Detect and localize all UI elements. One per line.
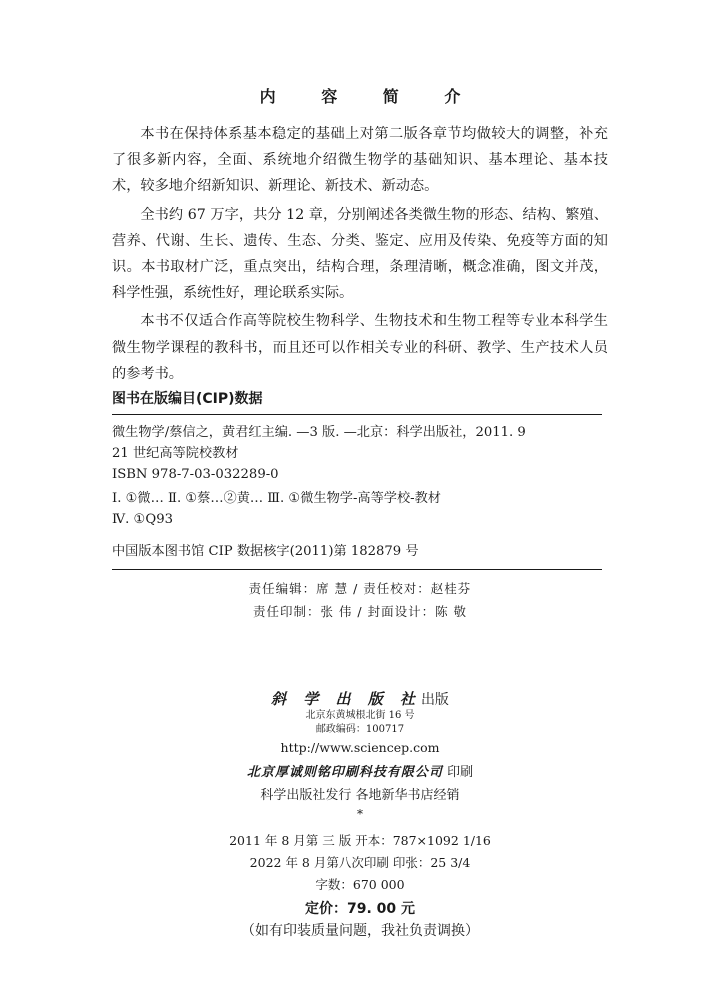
cip-classification-line: Ⅳ. ①Q93 [112, 512, 173, 527]
edition-info [0, 830, 720, 896]
intro-paragraph: 本书不仅适合作高等院校生物科学、生物技术和生物工程等专业本科学生微生物学课程的教科书，而且还可以作相关专业的科研、教学、生产技术人员的参考书。 [112, 313, 608, 382]
quality-notice: （如有印装质量问题，我社负责调换） [241, 923, 479, 939]
cip-heading: 图书在版编目(CIP)数据 [112, 391, 263, 407]
separator-star: * [357, 807, 363, 821]
publisher-postcode: 邮政编码：100717 [315, 724, 405, 735]
page-title: 内 容 简 介 [259, 87, 481, 106]
cip-series-line: 21 世纪高等院校教材 [112, 446, 239, 461]
printer-suffix: 印刷 [447, 765, 474, 780]
cip-bottom-rule [112, 569, 602, 570]
staff-credits [0, 577, 720, 623]
publisher-suffix: 出版 [420, 692, 449, 708]
printer-name: 北京厚诚则铭印刷科技有限公司 [246, 765, 443, 780]
cip-top-rule [112, 414, 602, 415]
cip-subject-line: Ⅰ. ①微… Ⅱ. ①蔡…②黄… Ⅲ. ①微生物学-高等学校-教材 [112, 491, 441, 506]
credits-line: 责任印制：张 伟 / 封面设计：陈 敬 [252, 604, 468, 619]
cip-subject-entries [112, 488, 602, 530]
publisher-block [0, 688, 720, 821]
word-count: 字数：670 000 [315, 877, 405, 892]
printer-line [0, 761, 720, 780]
price: 定价：79. 00 元 [304, 901, 416, 917]
publisher-logo-name: 斜 学 出 版 社 [271, 690, 421, 708]
credits-line: 责任编辑：席 慧 / 责任校对：赵桂芬 [248, 581, 472, 596]
cip-bib-line: 微生物学/蔡信之，黄君红主编. —3 版. —北京：科学出版社，2011. 9 [112, 425, 526, 440]
cip-number: 中国版本图书馆 CIP 数据核字(2011)第 182879 号 [112, 544, 419, 559]
publisher-url: http://www.sciencep.com [280, 740, 440, 755]
publisher-address: 北京东黄城根北街 16 号 [305, 710, 415, 721]
introduction-section [112, 121, 608, 389]
edition-line: 2011 年 8 月第 三 版 开本：787×1092 1/16 [229, 833, 491, 848]
cip-isbn: ISBN 978-7-03-032289-0 [112, 467, 279, 482]
intro-paragraph: 全书约 67 万字，共分 12 章，分别阐述各类微生物的形态、结构、繁殖、营养、代谢、生长、遗传、生态、分类、鉴定、应用及传染、免疫等方面的知识。本书取材广泛，重点突出，结构合理，条理清晰，概念准确，图文并茂，科学性强，系统性好，理论联系实际。 [112, 206, 608, 302]
cip-bibliographic-record [112, 422, 602, 485]
printing-line: 2022 年 8 月第八次印刷 印张：25 3/4 [249, 855, 471, 870]
intro-paragraph: 本书在保持体系基本稳定的基础上对第二版各章节均做较大的调整，补充了很多新内容，全面、系统地介绍微生物学的基础知识、基本理论、基本技术，较多地介绍新知识、新理论、新技术、新动态。 [112, 126, 608, 195]
distribution-line: 科学出版社发行 各地新华书店经销 [260, 788, 460, 803]
